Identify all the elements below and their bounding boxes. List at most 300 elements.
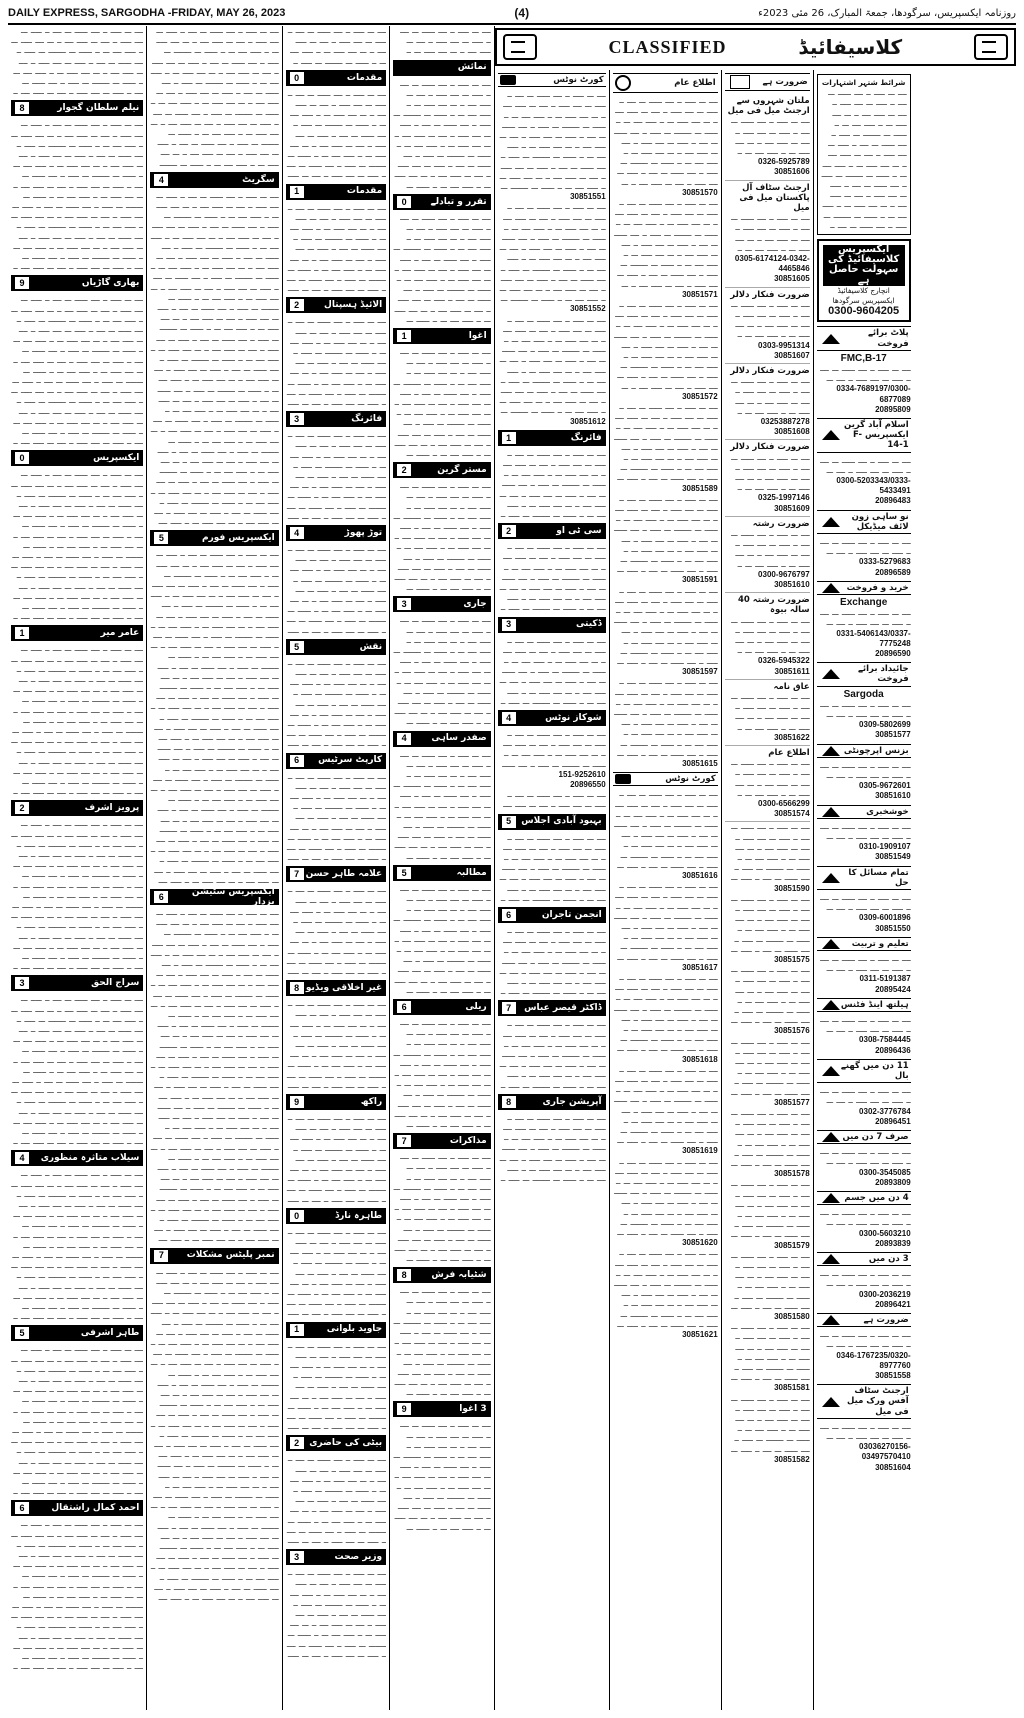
classified-columns	[495, 70, 1016, 1710]
body-text: ــــ ـــ ـــــ ــ ــــ ــــــ ـــ ــــ ــ ـــــ ـــ ــــ ـــــ ــ ــــ ـــ ـــــ ــــ ــ ـــ ــــ ـــــ ـــ ــ ـــــ ــــ ـــ ــ ــــــ ـــ ــــــــ ـــ ـــــ ــ ــــ ــــــ ـــ ــــ ــ ـــــ ـــ ــــ ـــــ ــ ــــ ـــ ـــــ ــــ ــ ـــ ــــ ـــــ ـــ ــ ـــــ ــــ ـــ ــ ــــــ ـــ ــــــــ ـــ ـــــ ــ ــــ ــــــ ـــ ــــ ــ ـــــ ـــ ــــ ـــــ ــ ــــ ـــ ـــــ ــــ ــ ـــ ــــ ـــــ ـــ ــ ـــــ ــــ ـــ ــ ــــــ ـــ ــــــــ ـــ ـــــ ــ ــــ ــــــ ـــ ــــ ــ ـــــ ـــ ــــ ـــــ ــ ــــ ـــ ـــــ ــــ ــ ـــ ــــ ـــــ ـــ ــ ـــــ ــــ ـــ ــ ــــــ ـــ ــــــــ ـــ ـــــ ــ ــــ ــــــ ـــ ــــ ــ ـــــ ـــ ــــ ـــــ ــ ــــ ـــ ـــــ ــــ ــ ـــ ــــ ـــــ ـــ ــ ـــــ ــــ ـــ ــ ــــــ ـــ ــــــــ ـــ ـــــ ــ ــــ ــــــ ـــ ــــ ــ ـــــ ـــ ــــ ـــــ ــ ــــ ـــ ـــــ ــــ ــ	[11, 994, 144, 1147]
ad-phone: 0333-5279683	[859, 557, 911, 567]
body-text: ــــ ـــ ـــــ ــ ــــ ــــــ ـــ ــــ ــ ـــــ ـــ ــــ ـــــ ــ ــــ ـــ ـــــ ــــ ــ ـــ ــــ ـــــ ـــ ــ ـــــ ــــ ـــ ــ ــــــ ـــ ــــــــ ـــ ـــــ ــ ــــ ــــــ ـــ ــــ ــ ـــــ ـــ ــــ ـــــ ــ ــــ ـــ ـــــ ــــ ــ ـــ ــــ ـــــ ـــ ــ ـــــ ــــ ـــ ــ ــــــ ـــ ــــــــ ـــ ـــــ ــ ــــ ــــــ ـــ ــــ ــ ـــــ ـــ ــــ ـــــ ــ ــــ ـــ ـــــ	[286, 543, 387, 635]
ad-phone: 0309-6001896	[859, 913, 911, 923]
headline-text: سی ٹی او	[556, 526, 602, 537]
story-headline	[150, 172, 278, 188]
body-text: ــــ ـــ ـــــ ــ ــــ ــــــ ـــ ــــ ــ ـــــ ـــ ــــ ـــــ ــ ــــ ـــ ـــــ ــــ ــ ـــ ــــ ـــــ ـــ ــ ـــــ ــــ ـــ ــ ــــــ ـــ ــــــــ ـــ ـــــ ــ ــــ ــــــ ـــ ــــ ــ ـــــ ـــ ــــ ـــــ ــ ــــ ـــ ـــــ ــــ ــ ـــ ــــ ـــــ ـــ ــ ـــــ ــــ ـــ ــ ــــــ ـــ ــــــــ ـــ ـــــ ــ ــــ ــــــ ـــ ــــ ــ ـــــ ـــ	[614, 585, 718, 667]
body-text: ــــ ـــ ـــــ ــ ــــ ــــــ ـــ ــــ ــ ـــــ ـــ ــــ ـــــ ــ ــــ ـــ ـــــ ــــ ــ ـــ ــــ ـــــ ـــ ــ ـــــ ــــ ـــ ــ	[731, 692, 810, 732]
headline-number: 7	[502, 1002, 516, 1014]
story-headline	[286, 639, 386, 655]
headline-number: 6	[15, 1502, 29, 1514]
story-headline	[498, 617, 606, 633]
house-icon	[822, 517, 840, 527]
ad-title: ارجنٹ سٹاف آل پاکستان میل فی میل	[739, 182, 810, 214]
body-text: ــــ ـــ ـــــ ــ ــــ ــــــ ـــ ــــ ــ ـــــ ـــ ــــ ـــــ ــ ــــ ـــ ـــــ ــــ ــ ـــ ــــ ـــــ ـــ ــ	[400, 26, 491, 56]
ad-reference-number: 30851552	[570, 304, 606, 314]
headline-number: 9	[15, 277, 29, 289]
ad-reference-number: 30851549	[875, 852, 911, 862]
body-text: ــــ ـــ ـــــ ــ ــــ ــــــ ـــ ــــ ــ ـــــ ـــ ــــ ـــــ ــ ــــ ـــ	[820, 1147, 911, 1167]
body-text: ــــ ـــ ـــــ ــ ــــ ــــــ ـــ ــــ ــ ـــــ ـــ ــــ ـــــ ــ ــــ ـــ ـــــ ــــ ــ ـــ ــــ ـــــ ـــ ــ ـــــ ــــ ـــ ــ ــــــ ـــ ــــــــ ـــ ـــــ ــ ــــ ــــــ ـــ ــــ ــ ـــــ ـــ ــــ ـــــ ــ ــــ ـــ ـــــ ــــ ــ ـــ ــــ ـــــ ـــ ــ ـــــ ــــ ـــ ــ ــــــ ـــ ــــــــ ـــ ـــــ ــ ــــ ــــــ ـــ ــــ ــ ـــــ ـــ ــــ ـــــ ــ ــــ ـــ ـــــ	[286, 1112, 387, 1204]
notice-phone: 151-9252610	[558, 769, 606, 779]
headline-number: 7	[154, 1250, 168, 1262]
headline-text: شٹیابہ فرش	[431, 1270, 487, 1281]
section-title: ضرورت ہے	[863, 1315, 909, 1326]
story-headline	[393, 1133, 491, 1149]
section-heading	[817, 662, 911, 686]
house-icon	[822, 669, 840, 679]
headline-number: 8	[397, 1269, 411, 1281]
headline-text: طاہرہ نارڈ	[335, 1210, 383, 1221]
section-heading	[817, 805, 911, 819]
story-headline	[393, 999, 491, 1015]
headline-number: 3	[397, 598, 411, 610]
headline-text: کارپٹ سرٹیس	[318, 755, 383, 766]
body-text: ــــ ـــ ـــــ ــ ــــ ــــــ ـــ ــــ ــ ـــــ ـــ ــــ ـــــ ــ ــــ ـــ	[820, 1086, 911, 1106]
house-icon	[822, 334, 840, 344]
section-heading	[817, 326, 911, 350]
notice-reference: 20896550	[570, 779, 606, 789]
ad-reference-number: 30851580	[774, 1312, 810, 1321]
story-headline	[11, 1500, 143, 1516]
headline-text: نیلم سلطان گجوار	[57, 103, 140, 114]
classified-ad	[725, 680, 810, 746]
body-text: ــــ ـــ ـــــ ــ ــــ ــــــ ـــ ــــ ــ ـــــ ـــ ــــ ـــــ ــ ــــ ـــ ـــــ ــــ ــ ـــ ــــ ـــــ ـــ ــ ـــــ ــــ ـــ ــ ــــــ ـــ ــــــــ ـــ ـــــ ــ ــــ ــــــ ـــ ــــ ــ ـــــ ـــ ــــ ـــــ ــ ــــ ـــ ـــــ ــــ ــ ـــ ــــ ـــــ ـــ ــ ـــــ ــــ ـــ ــ ــــــ ـــ ــــــــ ـــ ـــــ ــ ــــ ــــــ ـــ ــــ ــ ـــــ ـــ	[614, 972, 718, 1054]
ad-title: ضرورت فنکار دلالر	[730, 366, 810, 377]
body-text: ــــ ـــ ـــــ ــ ــــ ــــــ ـــ ــــ ــ ـــــ ـــ ــــ ـــــ ــ ــــ ـــ ـــــ ــــ ــ ـــ ــــ ـــــ ـــ ــ ـــــ ــــ ـــ ــ ــــــ ـــ ــــــــ ـــ ـــــ ــ ــــ ــــــ ـــ ــــ ــ ـــــ ـــ ــــ ـــــ ــ ــــ ـــ ـــــ ــــ ــ ـــ ــــ ـــــ ـــ ــ ـــــ ــــ ـــ ــ ــــــ ـــ ــــــــ ـــ ـــــ ــ ــــ ــــــ ـــ ــــ ــ ـــــ ـــ ــــ ـــــ ــ ــــ ـــ ـــــ ــــ ــ ـــ ــــ ـــــ ـــ ــ ـــــ ــــ ـــ ــ ــــــ ـــ ــــــــ ـــ ـــــ ــ ــــ ــــــ ـــ ــــ ــ ـــــ ـــ ــــ ـــــ ــ ــــ ـــ ـــــ ــــ ــ ـــ ــــ ـــــ ـــ ــ ـــــ ــــ ـــ ــ ــــــ ـــ ــــــــ ـــ ـــــ ــ ــــ ــــــ ـــ ــــ ــ ـــــ ـــ ــــ ـــــ ــ ــــ ـــ ـــــ ــــ ــ ـــ ــــ ـــــ ـــ ــ ـــــ ــــ ـــ ــ ــــــ ـــ ــــــــ ـــ ـــــ ــ ــــ ــــــ ـــ ــــ ــ ـــــ ـــ ــــ ـــــ ــ ــــ ـــ ـــــ ــــ ــ	[11, 294, 144, 447]
story-headline	[11, 975, 143, 991]
public-notice-title: اطلاع عام	[674, 77, 716, 88]
body-text: ــــ ـــ ـــــ ــ ــــ ــــــ ـــ ــــ ــ ـــــ ـــ ــــ ـــــ ــ ــــ ـــ	[820, 760, 911, 781]
section-title: اسلام آباد گرین ایکسپریس F-14-1	[844, 420, 909, 451]
office-phone: 0300-9604205	[828, 305, 900, 318]
body-text: ــــ ـــ ـــــ ــ ــــ ــــــ ـــ ــــ ــ ـــــ ـــ ــــ ـــــ ــ ــــ ـــ ـــــ ــــ ــ ـــ ــــ ـــــ ـــ ــ ـــــ ــــ ـــ ــ ــــــ ـــ ــــــــ ـــ ـــــ ــ ــــ ــــــ ـــ ــــ ــ ـــــ ـــ ــــ ـــــ ــ ــــ ـــ ـــــ ــــ ــ ـــ ــــ ـــــ ـــ ــ ـــــ ــــ ـــ ــ ــــــ ـــ ــــــــ ـــ ـــــ ــ ــــ ــــــ ـــ ــــ ــ ـــــ ـــ ــــ ـــــ ــ ــــ ـــ ـــــ ــــ ــ ـــ ــــ ـــــ ـــ ــ ـــــ ــــ ـــ ــ ــــــ ـــ ــــــــ ـــ ـــــ ــ ــــ ــــــ ـــ ــــ ــ ـــــ ـــ ــــ ـــــ ــ ــــ ـــ ـــــ ــــ ــ ـــ ــــ ـــــ ـــ ــ ـــــ ــــ ـــ ــ ــــــ ـــ ــــــــ ـــ ـــــ ــ ــــ ــــــ ـــ ــــ ــ ـــــ ـــ ــــ ـــــ ــ ــــ ـــ ـــــ ــــ ــ ـــ ــــ ـــــ ـــ ــ ـــــ ــــ ـــ ــ ــــــ ـــ ــــــــ ـــ ـــــ ــ ــــ ــــــ ـــ ــــ ــ ـــــ ـــ ــــ ـــــ ــ ــــ ـــ ـــــ ــــ ــ	[11, 469, 144, 622]
headline-number: 0	[15, 452, 29, 464]
house-icon	[822, 1193, 840, 1203]
section-heading	[817, 581, 911, 595]
office-line-1: ایکسپریس کلاسیفائیڈ کی سہولت حاصل ہے	[823, 245, 905, 286]
ad-title: ضرورت فنکار دلالر	[730, 442, 810, 453]
ad-reference-number: 20896451	[875, 1116, 911, 1126]
body-text: ــــ ـــ ـــــ ــ ــــ ــــــ ـــ ــــ ــ ـــــ ـــ ــــ ـــــ ــ ــــ ـــ ـــــ ــــ ــ ـــ ــــ ـــــ ـــ ــ ـــــ ــــ ـــ ــ ــــــ ـــ ــــــــ ـــ ـــــ ــ ــــ ــــــ ـــ ــــ ــ ـــــ ـــ ــــ ـــــ ــ ــــ ـــ ـــــ ــــ ــ ـــ ــــ ـــــ ـــ ــ ـــــ ــــ ـــ ــ ــــــ ـــ ــــــــ ـــ ـــــ ــ ــــ ــــــ ـــ ــــ ــ ـــــ ـــ ــــ ـــــ ــ ــــ ـــ ـــــ ــــ ــ ـــ ــــ ـــــ ـــ ــ ـــــ ــــ ـــ ــ ــــــ ـــ ــــــــ ـــ ـــــ ــ ــــ ــــــ ـــ ــــ ــ ـــــ ـــ ــــ ـــــ ــ ــــ ـــ ـــــ ــــ ــ ـــ ــــ ـــــ ـــ ــ ـــــ ــــ ـــ ــ ــــــ ـــ ــــــــ ـــ ـــــ ــ ــــ ــــــ ـــ ــــ ــ ـــــ ـــ ــــ ـــــ ــ ــــ ـــ ـــــ ــــ ــ ـــ ــــ ـــــ ـــ ــ ـــــ ــــ ـــ ــ ــــــ ـــ ــــــــ ـــ ـــــ ــ ــــ ــــــ ـــ ــــ ــ ـــــ ـــ ــــ ـــــ ــ ــــ ـــ ـــــ ــــ ــ ـــ ــــ ـــــ ـــ ــ ـــــ ــــ ـــ ــ ــــــ ـــ ــــــــ ـــ ـــــ ــ ــــ ــــــ ـــ ــــ ــ ـــــ ـــ ــــ ـــــ ــ ــــ ـــ ـــــ ــــ ــ ـــ ــــ ـــــ ـــ ــ ـــــ ــــ ـــ ــ ــــــ ـــ ــــــــ ـــ ـــــ ــ ــــ ــــــ ـــ ــــ ــ ـــــ ـــ ــــ ـــــ ــ ــــ ـــ ـــــ ــــ ــ ـــ ــــ ـــــ ـــ ــ ـــــ ــــ ـــ ــ ــــــ ـــ ــــــــ ـــ ـــــ ــ ــــ ــــــ ـــ ــــ ــ ـــــ ـــ ــــ ـــــ ــ ــــ ـــ ـــــ ــــ ــ ـــ ــــ ـــــ ـــ ــ ـــــ ــــ ـــ ــ ــــــ ـــ ــــــــ ـــ ـــــ ــ ــــ ــــــ ـــ ــــ ــ ـــــ ـــ ــــ ـــــ ــ ــــ ـــ ـــــ ــــ ــ ـــ ــــ ـــــ ـــ ــ ـــــ ــــ ـــ ــ ــــــ ـــ ــــــــ ـــ ـــــ ــ ــــ ــــــ ـــ ــــ ــ ـــــ ـــ ــــ ـــــ ــ ــــ ـــ ـــــ ــــ ــ ـــ ــــ ـــــ ـــ ــ ـــــ ــــ ـــ ــ ــــــ ـــ ــــــــ ـــ ـــــ ــ ــــ ــــــ ـــ ــــ ــ ـــــ ـــ ــــ ـــــ ــ ــــ ـــ ـــــ ــــ ــ ـــ ــــ ـــــ ـــ ــ ـــــ ــــ	[150, 549, 279, 885]
house-icon	[822, 430, 840, 440]
ad-phone: 0300-3545085	[859, 1167, 911, 1177]
newspaper-icon	[503, 34, 537, 60]
ad-reference-number: 30851578	[774, 1169, 810, 1179]
story-headline	[11, 800, 143, 816]
body-text: ــــ ـــ ـــــ ــ ــــ ــــــ ـــ ــــ ــ ـــــ ـــ ــــ ـــــ ــ ــــ ـــ ـــــ ــــ ــ ـــ ــــ ـــــ ـــ ــ ـــــ ــــ ـــ ــ ــــــ ـــ ــــــــ ـــ ـــــ ــ ــــ ــــــ ـــ ــــ ــ ـــــ ـــ ــــ ـــــ ــ ــــ ـــ ـــــ ــــ ــ ـــ ــــ ـــــ ـــ ــ ـــــ ــــ ـــ ــ ــــــ ـــ ــــــــ ـــ ـــــ ــ ــــ ــــــ ـــ ــــ ــ ـــــ ـــ ــــ ـــــ ــ ــــ ـــ ـــــ	[286, 88, 387, 180]
classified-column-h	[814, 70, 914, 1710]
ad-phone: 0346-1767235/0320-8977760	[836, 1350, 911, 1370]
headline-number: 1	[290, 186, 304, 198]
classified-ad	[725, 94, 810, 181]
story-headline	[11, 625, 143, 641]
story-headline	[498, 710, 606, 726]
columns-container	[8, 26, 1016, 1710]
classified-title-ur: کلاسیفائیڈ	[798, 35, 903, 59]
section-title: 4 دن میں جسم	[844, 1193, 909, 1204]
headline-text: طاہر اشرفی	[80, 1328, 140, 1339]
section-title: نو ساہی زون لائف میڈیکل	[851, 511, 909, 532]
headline-text: بہبود آبادی اجلاس	[521, 816, 602, 827]
body-text: ــــ ـــ ـــــ ــ ــــ ــــــ ـــ ــــ ــ ـــــ ـــ ــــ ـــــ ــ ــــ ـــ ـــــ ــــ ــ ـــ ــــ ـــــ ـــ ــ ـــــ ــــ ـــ ــ ــــــ ـــ ــــــــ ـــ ـــــ ــ ــــ ــــــ ـــ ــــ ــ ـــــ ـــ ــــ ـــــ ــ ــــ ـــ ـــــ ــــ ــ ـــ ــــ ـــــ ـــ ــ ـــــ ــــ ـــ ــ ــــــ ـــ ــــــــ ـــ ـــــ ــ	[499, 448, 606, 520]
house-icon	[822, 746, 840, 756]
body-text: ــــ ـــ ـــــ ــ ــــ ــــــ ـــ ــــ ــ ـــــ ـــ ــــ ـــــ ــ ــــ ـــ ـــــ ــــ ــ ـــ ــــ ـــــ ـــ ــ ـــــ ــــ ـــ ــ ــــــ ـــ ــــــــ ـــ ـــــ ــ ــــ ــــــ ـــ ــــ ــ ـــــ ـــ ــــ ـــــ ــ ــــ ـــ ـــــ ــــ ــ ـــ ــــ ـــــ ـــ ــ ـــــ ــــ ـــ ــ ــــــ ـــ ــــــــ ـــ ـــــ ــ ــــ ــــــ ـــ ــــ ــ ـــــ ـــ ــــ ـــــ ــ ــــ ـــ ـــــ ــــ ــ ـــ ــــ ـــــ ـــ ــ ـــــ ــــ ـــ ــ ــــــ ـــ	[393, 615, 491, 727]
section-heading	[817, 1384, 911, 1419]
ad-headline: Sargoda	[843, 688, 884, 700]
headline-text: فائرنگ	[570, 432, 602, 443]
ad-reference-number: 30851579	[774, 1240, 810, 1250]
story-headline	[150, 1248, 278, 1264]
story-headline	[498, 1000, 606, 1016]
headline-number: 0	[290, 1210, 304, 1222]
body-text: ــــ ـــ ـــــ ــ ــــ ــــــ ـــ ــــ ــ ـــــ ـــ ــــ ـــــ ــ ــــ ـــ ـــــ ــــ ــ ـــ ــــ ـــــ ـــ ــ ـــــ ــــ ـــ ــ ــــــ ـــ ــــــــ ـــ ـــــ ــ ــــ ــــــ ـــ ــــ ــ ـــــ ـــ ــــ ـــــ ــ ــــ ـــ ـــــ ــــ ــ ـــ ــــ ـــــ ـــ ــ ـــــ ــــ ـــ ــ ــــــ ـــ ــــــــ ـــ ـــــ ــ ــــ ــــــ ـــ ــــ ــ ـــــ ـــ ــــ ـــــ ــ ــــ ـــ ـــــ ــــ ــ ـــ	[614, 198, 718, 289]
ad-reference-number: 30851611	[774, 666, 810, 676]
body-text: ــــ ـــ ـــــ ــ ــــ ــــــ ـــ ــــ ــ ـــــ ـــ ــــ ـــــ ــ ــــ ـــ ـــــ ــــ ــ ـــ ــــ ـــــ ـــ ــ ـــــ ــــ ـــ ــ ــــــ ـــ ــــــــ ـــ ـــــ ــ ــــ ــــــ ـــ ــــ ــ ـــــ ـــ ــــ ـــــ ــ ــــ ـــ ـــــ ــــ ــ ـــ ــــ ـــــ ـــ ــ ـــــ ــــ ـــ ــ ــــــ ـــ ــــــــ ـــ ـــــ ــ ــــ ــــــ ـــ ــــ ــ ـــــ ـــ ــــ ـــــ ــ ــــ ـــ ـــــ ــــ ــ ـــ ــــ ـــــ ـــ ــ ـــــ ــــ ـــ ــ ــــــ ـــ ــــــــ ـــ ـــــ ــ ــــ ــــــ ـــ ــــ ــ ـــــ ـــ ــــ ـــــ ــ ــــ ـــ ـــــ ــــ ــ ـــ ــــ ـــــ ـــ ــ ـــــ ــــ ـــ ــ ــــــ ـــ ــــــــ ـــ ـــــ ــ ــــ ــــــ ـــ ــــ ــ ـــــ ـــ ــــ ـــــ ــ ــــ ـــ ـــــ ــــ ــ ـــ ــــ ـــــ ـــ ــ ـــــ ــــ ـــ ــ ــــــ ـــ ــــــــ ـــ ـــــ ــ ــــ ــــــ ـــ ــــ ــ ـــــ ـــ ــــ ـــــ ــ ــــ ـــ ـــــ ــــ ــ	[11, 819, 144, 972]
body-text: ــــ ـــ ـــــ ــ ــــ ــــــ ـــ ــــ ــ ـــــ ـــ ــــ ـــــ ــ ــــ ـــ ـــــ ــــ ــ ـــ ــــ ـــــ ـــ ــ ـــــ ــــ ـــ ــ ــــــ ـــ ــــــــ ـــ ـــــ ــ ــــ ــــــ ـــ ــــ ــ ـــــ ـــ ــــ ـــــ ــ ــــ ـــ ـــــ ــــ ــ ـــ ــــ ـــــ ـــ ــ ـــــ ــــ ـــ ــ ــــــ ـــ ــــــــ ـــ ـــــ ــ ــــ ــــــ ـــ ــــ ــ ـــــ ـــ ــــ ـــــ ــ ــــ ـــ ـــــ ــــ ــ ـــ ــــ ـــــ ـــ ــ ـــــ ــــ ـــ ــ ــــــ ـــ ــــــــ ـــ ـــــ ــ ــــ ــــــ ـــ ــــ ــ ـــــ ـــ ــــ ـــــ ــ ــــ ـــ ـــــ ــــ ــ ـــ ــــ ـــــ ـــ ــ ـــــ ــــ ـــ ــ ــــــ ـــ ــــــــ ـــ ـــــ ــ ــــ ــــــ ـــ ــــ ــ ـــــ ـــ ــــ ـــــ ــ ــــ ـــ ـــــ ــــ ــ ـــ ــــ ـــــ ـــ ــ ـــــ ــــ ـــ ــ ــــــ ـــ ــــــــ ـــ ـــــ ــ ــــ ــــــ ـــ ــــ ــ ـــــ ـــ ــــ ـــــ ــ ــــ ـــ ـــــ ــــ ــ	[11, 1344, 144, 1497]
masthead-left: DAILY EXPRESS, SARGODHA -FRIDAY, MAY 26, 2023	[8, 7, 286, 19]
page-number: (4)	[514, 6, 530, 20]
ad-reference-number: 30851619	[682, 1146, 718, 1156]
ad-reference-number: 20893809	[875, 1177, 911, 1187]
briefcase-icon	[730, 75, 750, 89]
ad-reference-number: 30851615	[682, 758, 718, 768]
ad-reference-number: 20896483	[875, 496, 911, 506]
classified-ad	[725, 593, 810, 680]
ad-title: ضرورت رشتہ 40 سالہ بیوہ	[737, 595, 810, 616]
ad-reference-number: 30851612	[570, 416, 606, 426]
headline-text: شوکاز نوٹس	[545, 712, 602, 723]
story-headline	[498, 523, 606, 539]
ad-reference-number: 20895424	[875, 984, 911, 994]
court-notice-heading	[613, 772, 718, 786]
megaphone-icon	[615, 75, 631, 91]
headline-number: 8	[15, 102, 29, 114]
body-text: ــــ ـــ ـــــ ــ ــــ ــــــ ـــ ــــ ــ ـــــ ـــ ــــ ـــــ ــ ــــ ـــ	[820, 537, 911, 557]
headline-text: مطالبہ	[456, 867, 487, 878]
ad-phone: 0334-7689197/0300-6877089	[836, 384, 911, 404]
headline-text: مذاکرات	[449, 1135, 487, 1146]
headline-number: 8	[502, 1096, 516, 1108]
ad-reference-number: 30851575	[774, 955, 810, 965]
body-text: ــــ ـــ ـــــ ــ ــــ ــــــ ـــ ــــ ــ ـــــ ـــ ــــ ـــــ ــ ــــ ـــ ـــــ ــــ ــ ـــ ــــ ـــــ ـــ ــ ـــــ ــــ ـــ ــ ــــــ ـــ ــــــــ ـــ ـــــ ــ ــــ ــــــ ـــ ــــ ــ ـــــ ـــ ــــ ـــــ ــ ــــ ـــ ـــــ ــــ ــ ـــ ــــ ـــــ ـــ ــ ـــــ ــــ ـــ ــ ــــــ ـــ ــــــــ ـــ ـــــ ــ ــــ ــــــ ـــ ــــ ــ ـــــ ـــ ــــ ـــــ ــ ــــ ـــ ـــــ ــــ ــ ـــ ــــ ـــــ ـــ ــ ـــــ ــــ ـــ ــ ــــــ ـــ ــــــــ ـــ	[499, 202, 606, 304]
section-title: تمام مسائل کا حل	[848, 867, 909, 888]
body-text: ــــ ـــ ـــــ ــ ــــ ــــــ ـــ ــــ ــ ـــــ ـــ ــــ ـــــ ــ ــــ ـــ ـــــ ــــ ــ ـــ ــــ ـــــ ـــ ــ ـــــ ــــ ـــ ــ ــــــ ـــ ــــــــ ـــ ـــــ ــ ــــ ــــــ ـــ ــــ ــ ـــــ ـــ ــــ ـــــ ــ ــــ ـــ ـــــ ــــ ــ ـــ ــــ ـــــ ـــ ــ ـــــ ــــ ـــ ــ ــــــ ـــ ــــــــ ـــ ـــــ ــ ــــ ــــــ ـــ ــــ ــ ـــــ ـــ ــــ ـــــ ــ ــــ ـــ ـــــ ــــ ــ ـــ ــــ ـــــ ـــ ــ ـــــ ــــ ـــ ــ ــــــ ـــ	[393, 346, 491, 458]
body-text: ــــ ـــ ـــــ ــ ــــ ــــــ ـــ ــــ ــ ـــــ ـــ ــــ ـــــ ــ ــــ ـــ ـــــ ــــ ــ ـــ ــــ ـــــ ـــ ــ ـــــ ــــ ـــ ــ	[731, 116, 810, 157]
classified-column-f	[610, 70, 722, 1710]
story-headline	[286, 1208, 386, 1224]
headline-number: 6	[397, 1001, 411, 1013]
story-headline	[286, 1094, 386, 1110]
body-text: ــــ ـــ ـــــ ــ ــــ ــــــ ـــ ــــ ــ ـــــ ـــ ــــ ـــــ ــ ــــ ـــ	[820, 608, 911, 628]
ad-title: اطلاع عام	[768, 748, 810, 759]
masthead-right: روزنامہ ایکسپریس، سرگودھا، جمعۃ المبارک، 26 مئی 2023ء	[758, 7, 1016, 19]
body-text: ــــ ـــ ـــــ ــ ــــ ــــــ ـــ ــــ ــ ـــــ ـــ ــــ ـــــ ــ ــــ ـــ ـــــ ــــ ــ ـــ ــــ ـــــ ـــ ــ ـــــ ــــ ـــ ــ ــــــ ـــ ــــــــ ـــ ـــــ ــ ــــ ــــــ ـــ ــــ ــ ـــــ ـــ ــــ ـــــ ــ ــــ ـــ ـــــ ــــ ــ ـــ ــــ ـــــ ـــ ــ ـــــ ــــ ـــ ــ ــــــ ـــ ــــــــ ـــ ـــــ ــ ــــ ــــــ ـــ ــــ ــ ـــــ ـــ	[614, 677, 718, 758]
section-heading	[817, 1313, 911, 1327]
ad-phone: 0311-5191387	[859, 974, 911, 984]
headline-number: 4	[15, 1152, 29, 1164]
body-text: ــــ ـــ ـــــ ــ ــــ ــــــ ـــ ــــ ــ ـــــ ـــ ــــ ـــــ ــ ــــ ـــ ـــــ ــــ ــ ـــ ــــ ـــــ ـــ ــ ـــــ ــــ ـــ ــ ــــــ ـــ ــــــــ ـــ ـــــ ــ ــــ ــــــ ـــ ــــ ــ ـــــ ـــ ــــ ـــــ ــ ــــ ـــ ـــــ ــــ ــ ـــ ــــ ـــــ ـــ ــ ـــــ ــــ ـــ ــ ــــــ ـــ ــــــــ ـــ ـــــ ــ	[499, 1112, 606, 1183]
house-icon	[822, 1132, 840, 1142]
body-text: ــــ ـــ ـــــ ــ ــــ ــــــ ـــ ــــ ــ ـــــ ـــ ــــ ـــــ ــ ــــ ـــ ـــــ ــــ ــ ـــ ــــ ـــــ ـــ ــ ـــــ ــــ ـــ ــ ــــــ ـــ ــــــــ ـــ ـــــ ــ ــــ ــــــ ـــ ــــ ــ ـــــ ـــ ــــ ـــــ ــ ــــ ـــ ـــــ ــــ ــ ـــ ــــ ـــــ ـــ ــ ـــــ ــــ ـــ ــ ــــــ ـــ ــــــــ ـــ ـــــ ــ ــــ ــــــ ـــ ــــ ــ ـــــ ـــ ــــ ـــــ ــ ــــ ـــ ـــــ	[286, 1226, 387, 1318]
body-text: ــــ ـــ ـــــ ــ ــــ ــــــ ـــ ــــ ــ ـــــ ـــ ــــ ـــــ ــ ــــ ـــ ـــــ ــــ ــ ـــ ــــ ـــــ ـــ ــ ـــــ ــــ ـــ ــ ــــــ ـــ ــــــــ ـــ ـــــ ــ ــــ ــــــ ـــ ــــ ــ ـــــ ـــ ــــ ـــــ ــ ــــ ـــ ـــــ ــــ ــ ـــ ــــ ـــــ ـــ ــ ـــــ ــــ ـــ ــ ــــــ ـــ ــــــــ ـــ ـــــ ــ	[499, 635, 606, 706]
classified-area	[495, 26, 1016, 1710]
ad-reference-number: 30851558	[875, 1371, 911, 1381]
body-text: ــــ ـــ ـــــ ــ ــــ ــــــ ـــ ــــ ــ ـــــ ـــ ــــ ـــــ ــ ــــ ـــ ـــــ ــــ ــ ـــ ــــ ـــــ ـــ ــ ـــــ ــــ ـــ ــ ــــــ ـــ ــــــــ ـــ ـــــ ــ ــــ ــــــ ـــ ــــ ــ ـــــ ـــ ــــ ـــــ ــ ــــ ـــ ـــــ ــــ ــ ـــ ــــ ـــــ ـــ ــ ـــــ ــــ ـــ ــ ــــــ ـــ ــــــــ ـــ ـــــ ــ ــــ ــــــ ـــ ــــ ــ ـــــ ـــ ــــ ـــــ ــ ــــ ـــ ـــــ ــــ ــ ـــ ــــ ـــــ ـــ ــ ـــــ ــــ ـــ ــ ــــــ ـــ	[393, 1017, 491, 1129]
house-icon	[822, 807, 840, 817]
ad-title: عاق نامہ	[773, 681, 810, 692]
body-text: ــــ ـــ ـــــ ــ ــــ ــــــ ـــ ــــ ــ ـــــ ـــ ــــ ـــــ ــ ــــ ـــ ـــــ ــــ ــ ـــ ــــ ـــــ ـــ ــ ـــــ ــــ ـــ ــ	[731, 758, 810, 798]
headline-text: نمبر پلیٹس مشکلات	[186, 1250, 275, 1261]
classified-column-e	[495, 70, 610, 1710]
ad-reference-number: 30851604	[875, 1462, 911, 1472]
headline-number: 3	[15, 977, 29, 989]
headline-number: 3	[290, 413, 304, 425]
headline-text: پرویز اشرف	[84, 803, 140, 814]
public-notice-heading	[613, 73, 718, 93]
body-text: ــــ ـــ ـــــ ــ ــــ ــــــ ـــ ــــ ــ ـــــ ـــ ــــ ـــــ ــ ــــ ـــ ـــــ ــــ ــ ـــ ــــ ـــــ ـــ ــ ـــــ ــــ ـــ ــ ــــــ ـــ ــــــــ ـــ ـــــ ــ ــــ ــــــ ـــ ــــ ــ ـــــ ـــ	[731, 965, 810, 1026]
headline-number: 7	[290, 868, 304, 880]
ad-reference-number: 20896421	[875, 1299, 911, 1309]
ad-rates-box	[817, 74, 911, 235]
story-headline	[286, 980, 386, 996]
body-text: ــــ ـــ ـــــ ــ ــــ ــــــ ـــ ــــ ــ ـــــ ـــ ــــ ـــــ ــ ــــ ـــ ـــــ ــــ ــ ـــ ــــ ـــــ ـــ ــ ـــــ ــــ ـــ ــ ــــــ ـــ ــــــــ ـــ ـــــ ــ ــــ ــــــ ـــ ــــ ــ ـــــ ـــ ــــ ـــــ ــ ــــ ـــ ـــــ ــــ ــ ـــ ــــ ـــــ ـــ ــ ـــــ ــــ ـــ ــ ــــــ ـــ ــــــــ ـــ ـــــ ــ ــــ ــــــ ـــ ــــ ــ ـــــ ـــ ــــ ـــــ ــ ــــ ـــ ـــــ ــــ ــ ـــ ــــ ـــــ ـــ ــ ـــــ ــــ ـــ ــ ــــــ ـــ ــــــــ ـــ ـــــ ــ ــــ ــــــ ـــ ــــ ــ ـــــ ـــ ــــ ـــــ ــ ــــ ـــ ـــــ ــــ ــ ـــ ــــ ـــــ ـــ ــ ـــــ ــــ ـــ ــ ــــــ ـــ ــــــــ ـــ ـــــ ــ ــــ ــــــ ـــ ــــ ــ ـــــ ـــ ــــ ـــــ ــ ــــ ـــ ـــــ ــــ ــ ـــ ــــ ـــــ ـــ ــ ـــــ ــــ ـــ ــ ــــــ ـــ ــــــــ ـــ ـــــ ــ ــــ ــــــ ـــ ــــ ــ ـــــ ـــ ــــ ـــــ ــ ــــ ـــ ـــــ ــــ ــ ـــ ــــ ـــــ ـــ ــ ـــــ ــــ ـــ ــ ــــــ ـــ ــــــــ ـــ ـــــ ــ ــــ ــــــ ـــ ــــ ــ ـــــ ـــ ــــ ـــــ ــ ــــ ـــ ـــــ ــــ ــ ـــ ــــ ـــــ ـــ ــ ـــــ ــــ ـــ ــ ــــــ ـــ ــــــــ ـــ ـــــ ــ ــــ ــــــ ـــ ــــ ــ ـــــ ـــ ــــ ـــــ ــ ــــ ـــ ـــــ ــــ ــ ـــ ــــ ـــــ ـــ ــ ـــــ ــــ ـــ ــ ــــــ ـــ ــــــــ ـــ ـــــ ــ ــــ ــــــ ـــ ــــ ــ ـــــ ـــ ــــ ـــــ ــ ــــ ـــ ـــــ ــــ ــ ـــ ــــ ـــــ ـــ ــ ـــــ ــــ ـــ ــ ــــــ ـــ ــــــــ ـــ ـــــ ــ ــــ ــــــ ـــ ــــ ــ ـــــ ـــ ــــ ـــــ ــ ــــ ـــ ـــــ ــــ ــ ـــ ــــ ـــــ ـــ ــ ـــــ ــــ ـــ ــ ــــــ ـــ ــــــــ ـــ ـــــ ــ ــــ ــــــ ـــ ــــ ــ ـــــ ـــ ــــ ـــــ ــ ــــ ـــ ـــــ ــــ ــ ـــ ــــ ـــــ ـــ ــ ـــــ ــــ ـــ ــ ــــــ ـــ ــــــــ ـــ ـــــ ــ ــــ ــــــ ـــ ــــ ــ ـــــ ـــ ــــ ـــــ ــ ــــ ـــ ـــــ ــــ ــ ـــ ــــ ـــــ ـــ ــ ـــــ ــــ	[150, 1266, 279, 1603]
body-text: ــــ ـــ ـــــ ــ ــــ ــــــ ـــ ــــ ــ ـــــ ـــ ــــ ـــــ ــ ــــ ـــ ـــــ ــــ ــ ـــ ــــ ـــــ ـــ ــ ـــــ ــــ ـــ ــ ــــــ ـــ ــــــــ ـــ ـــــ ــ ــــ ــــــ ـــ ــــ ــ ـــــ ـــ ــــ ـــــ ــ ــــ ـــ ـــــ ــــ ــ ـــ ــــ ـــــ ـــ ــ ـــــ ــــ ـــ ــ ــــــ ـــ ــــــــ ـــ ـــــ ــ ــــ ــــــ ـــ ــــ ــ ـــــ ـــ ــــ ـــــ ــ ــــ ـــ ـــــ ــــ ــ ـــ ــــ ـــــ ـــ ــ ـــــ ــــ ـــ ــ ــــــ ـــ	[393, 1152, 491, 1264]
ad-reference-number: 30851582	[774, 1454, 810, 1464]
story-headline	[393, 1401, 491, 1417]
body-text: ــــ ـــ ـــــ ــ ــــ ــــــ ـــ ــــ ــ ـــــ ـــ ــــ ـــــ ــ ــــ ـــ	[820, 1208, 911, 1228]
story-headline	[498, 814, 606, 830]
house-icon	[822, 873, 840, 883]
headline-number: 4	[502, 712, 516, 724]
gavel-icon	[500, 75, 516, 85]
story-headline	[286, 525, 386, 541]
headline-text: 3 اغوا	[459, 1404, 487, 1415]
headline-text: الائیڈ ہسپتال	[324, 300, 383, 311]
headline-number: 5	[397, 867, 411, 879]
headline-text: وزیر صحت	[334, 1552, 383, 1563]
ad-phone: 0300-5203343/0333-5433491	[836, 476, 911, 496]
headline-text: ڈکیتی	[575, 619, 602, 630]
body-text: ــــ ـــ ـــــ ــ ــــ ــــــ ـــ ــــ ــ ـــــ ـــ ــــ ـــــ ــ ــــ ـــ	[820, 1015, 911, 1035]
headline-text: جاری	[463, 599, 487, 610]
headline-text: آپریشن جاری	[542, 1096, 602, 1107]
ad-phone: 03253887278	[760, 417, 810, 427]
section-heading	[817, 744, 911, 758]
section-title: 3 دن میں	[868, 1254, 909, 1265]
ad-reference-number: 30851607	[774, 350, 810, 360]
section-title: جائیداد برائے فروخت	[857, 664, 909, 685]
headline-number: 0	[290, 72, 304, 84]
body-text: ــــ ـــ ـــــ ــ ــــ ــــــ ـــ ــــ ــ ـــــ ـــ ــــ ـــــ ــ ــــ ـــ ـــــ ــــ ــ ـــ ــــ ـــــ ـــ ــ ـــــ ــــ ـــ ــ ــــــ ـــ ــــــــ ـــ ـــــ ــ ــــ ــــــ ـــ ــــ ــ ـــــ ـــ ــــ ـــــ ــ ــــ ـــ ـــــ ــــ ــ ـــ ــــ ـــــ ـــ ــ ـــــ ــــ ـــ ــ ــــــ ـــ ــــــــ ـــ ـــــ ــ ــــ ــــــ ـــ ــــ ــ ـــــ ـــ ــــ ـــــ ــ ــــ ـــ ـــــ	[286, 202, 387, 294]
story-headline	[393, 596, 491, 612]
headline-text: مقدمات	[346, 72, 383, 83]
headline-number: 5	[154, 532, 168, 544]
headline-text: ڈاکٹر قیصر عباس	[524, 1003, 602, 1014]
body-text: ــــ ـــ ـــــ ــ ــــ ــــــ ـــ ــــ ــ ـــــ ـــ ــــ ـــــ ــ ــــ ـــ ـــــ ــــ ــ ـــ ــــ ـــــ ـــ ــ ـــــ ــــ ـــ ــ ــــــ ـــ ــــــــ ـــ ـــــ ــ ــــ ــــــ ـــ ــــ ــ ـــــ ـــ ــــ ـــــ ــ ــــ ـــ ـــــ ــــ ــ ـــ ــــ ـــــ ـــ ــ ـــــ ــــ ـــ ــ ــــــ ـــ ــــــــ ـــ ـــــ ــ ــــ ــــــ ـــ ــــ ــ ـــــ ـــ ــــ ـــــ ــ ــــ ـــ ـــــ	[286, 1340, 387, 1432]
body-text: ــــ ـــ ـــــ ــ ــــ ــــــ ـــ ــــ ــ ـــــ ـــ ــــ ـــــ ــ ــــ ـــ ـــــ ــــ ــ ـــ ــــ ـــــ ـــ ــ ـــــ ــــ ـــ ــ ــــــ ـــ ــــــــ ـــ ـــــ ــ ــــ ــــــ ـــ ــــ ــ ـــــ ـــ ــــ ـــــ ــ ــــ ـــ ـــــ ــــ ــ ـــ ــــ ـــــ ـــ ــ ـــــ ــــ ـــ ــ ــــــ ـــ ــــــــ ـــ ـــــ ــ ــــ ــــــ ـــ ــــ ــ ـــــ ـــ ــــ ـــــ ــ ــــ ـــ ـــــ ــــ ــ ـــ ــــ ـــــ ـــ ــ ـــــ ــــ ـــ ــ ــــــ ـــ	[393, 1286, 491, 1398]
body-text: ــــ ـــ ـــــ ــ ــــ ــــــ ـــ ــــ ــ ـــــ ـــ ــــ ـــــ ــ ــــ ـــ ـــــ ــــ ــ ـــ ــــ ـــــ ـــ ــ ـــــ ــــ ـــ ــ ــــــ ـــ ــــــــ ـــ ـــــ ــ ــــ ــــــ ـــ ــــ ــ ـــــ ـــ ــــ ـــــ ــ ــــ ـــ ـــــ ــــ ــ ـــ ــــ ـــــ ـــ ــ ـــــ ــــ ـــ ــ ــــــ ـــ ــــــــ ـــ ـــــ ــ ــــ ــــــ ـــ ــــ ــ ـــــ ـــ ــــ ـــــ ــ ــــ ـــ ـــــ	[286, 999, 387, 1090]
ad-title: ضرورت رشتہ	[752, 518, 810, 529]
headline-number: 3	[290, 1551, 304, 1563]
ad-phone: 0326-5945322	[758, 656, 810, 666]
ad-phone: 0325-1997146	[758, 493, 810, 503]
headline-text: مستر گرین	[437, 465, 487, 476]
body-text: ــــ ـــ ـــــ ــ ــــ ــــــ ـــ ــــ ــ ـــــ ـــ ــــ ـــــ ــ ــــ ـــ	[820, 1269, 911, 1289]
body-text: ــــ ـــ ـــــ ــ ــــ ــــــ ـــ ــــ ــ ـــــ ـــ ــــ ـــــ ــ ــــ ـــ ـــــ ــــ ــ ـــ ــــ ـــــ ـــ ــ ـــــ ــــ ـــ ــ ــــــ ـــ ــــــــ ـــ ـــــ ــ ــــ ــــــ ـــ ــــ ــ ـــــ ـــ ــــ ـــــ ــ ــــ ـــ ـــــ ــــ ــ ـــ ــــ ـــــ ـــ ــ ـــــ ــــ ـــ ــ ــــــ ـــ ــــــــ ـــ ـــــ ــ ــــ ــــــ ـــ ــــ ــ ـــــ ـــ ــــ ـــــ ــ ــــ ـــ ـــــ ــــ ــ ـــ ــــ ـــــ ـــ ــ ـــــ ــــ ـــ ــ ــــــ ـــ ــــــــ ـــ ـــــ ــ ــــ ــــــ ـــ ــــ ــ ـــــ ـــ ــــ ـــــ ــ ــــ ـــ ـــــ ــــ ــ ـــ ــــ ـــــ ـــ ــ ـــــ ــــ ـــ ــ ــــــ ـــ ــــــــ ـــ ـــــ ــ ــــ ــــــ ـــ ــــ ــ ـــــ ـــ ــــ ـــــ ــ ــــ ـــ ـــــ ــــ ــ ـــ ــــ ـــــ ـــ ــ ـــــ ــــ ـــ ــ ــــــ ـــ ــــــــ ـــ ـــــ ــ ــــ ــــــ ـــ ــــ ــ ـــــ ـــ ــــ ـــــ ــ ــــ ـــ ـــــ ــــ ــ	[11, 119, 144, 272]
ad-reference-number: 30851597	[682, 667, 718, 677]
body-text: ــــ ـــ ـــــ ــ ــــ ــــــ ـــ ــــ ــ ـــــ ـــ ــــ ـــــ ــ ــــ ـــ	[820, 364, 911, 384]
story-headline	[286, 1549, 386, 1565]
ad-reference-number: 30851610	[875, 791, 911, 801]
house-icon	[822, 1397, 840, 1407]
section-heading	[817, 866, 911, 890]
body-text: ــــ ـــ ـــــ ــ ــــ ــــــ ـــ ــــ ــ ـــــ ـــ ــــ ـــــ ــ ــــ ـــ ـــــ ــــ ــ ـــ ــــ ـــــ ـــ ــ ـــــ ــــ ـــ ــ ــــــ ـــ ــــــــ ـــ ـــــ ــ ــــ ــــــ ـــ ــــ ــ ـــــ ـــ ــــ ـــــ ــ ــــ ـــ ـــــ ــــ ــ ـــ ــــ ـــــ ـــ ــ ـــــ ــــ ـــ ــ ــــــ ـــ ــــــــ ـــ ـــــ ــ ــــ ــــــ ـــ ــــ ــ ـــــ ـــ ــــ ـــــ ــ ــــ ـــ ـــــ ــــ ــ ـــ ــــ ـــــ ـــ ــ ـــــ ــــ ـــ ــ ــــــ ـــ ــــــــ ـــ	[499, 314, 606, 416]
story-headline	[498, 907, 606, 923]
ad-phone: 0310-1909107	[859, 842, 911, 852]
body-text: ــــ ـــ ـــــ ــ ــــ ــــــ ـــ ــــ ــ ـــــ ـــ ــــ ـــــ ــ ــــ ـــ ـــــ ــــ ــ ـــ ــــ ـــــ ـــ ــ ـــــ ــــ ـــ ــ ــــــ ـــ ــــــــ ـــ ـــــ ــ ــــ ــــــ ـــ ــــ ــ ـــــ ـــ ــــ ـــــ ــ ــــ ـــ ـــــ ــــ ــ ـــ ــــ ـــــ ـــ ــ ـــــ ــــ ـــ ــ ــــــ ـــ ــــــــ ـــ ـــــ ــ	[499, 542, 606, 613]
ad-phone: 03036270156-03497570410	[859, 1442, 911, 1462]
court-notice-heading	[498, 73, 606, 87]
headline-text: صفدر ساہی	[431, 733, 487, 744]
ad-reference-number: 30851589	[682, 483, 718, 493]
body-text: ــــ ـــ ـــــ ــ ــــ ــــــ ـــ ــــ ــ ـــــ ـــ ــــ ـــــ ــ ــــ ـــ ـــــ ــــ ــ ـــ ــــ ـــــ ـــ ــ ـــــ ــــ ـــ ــ ــــــ ـــ ــــــــ ـــ ـــــ ــ ــــ ــــــ ـــ ــــ ــ ـــــ ـــ ــــ ـــــ ــ ــــ ـــ ـــــ ــــ ــ ـــ ــــ ـــــ ـــ ــ ـــــ ــــ ـــ ــ ــــــ ـــ ــــــــ ـــ ـــــ ــ ــــ ــــــ ـــ ــــ ــ ـــــ ـــ ــــ ـــــ ــ ــــ ـــ ـــــ ــــ ــ ـــ ــــ ـــــ ـــ ــ ـــــ ــــ ـــ ــ ــــــ ـــ ــــــــ ـــ ـــــ ــ ــــ ــــــ ـــ ــــ ــ ـــــ ـــ ــــ ـــــ ــ ــــ ـــ ـــــ ــــ ــ ـــ ــــ ـــــ ـــ ــ ـــــ ــــ ـــ ــ ــــــ ـــ ــــــــ ـــ ـــــ ــ ــــ ــــــ ـــ ــــ ــ ـــــ ـــ ــــ ـــــ ــ ــــ ـــ ـــــ ــــ ــ ـــ ــــ ـــــ ـــ ــ ـــــ ــــ ـــ ــ ــــــ ـــ ــــــــ ـــ ـــــ ــ ــــ ــــــ ـــ ــــ ــ ـــــ ـــ ــــ ـــــ ــ ــــ ـــ ـــــ ــــ ــ	[11, 1519, 144, 1672]
story-headline	[11, 1325, 143, 1341]
headline-text: ایکسپریس سٹیشن بزدار	[191, 886, 275, 907]
headline-number: 9	[290, 1096, 304, 1108]
gavel-icon	[615, 774, 631, 784]
story-headline	[11, 275, 143, 291]
story-headline	[286, 866, 386, 882]
body-text: ــــ ـــ ـــــ ــ ــــ ــــــ ـــ ــــ ــ ـــــ ـــ ــــ ـــــ ــ ــــ ـــ ـــــ ــــ ــ ـــ ــــ ـــــ ـــ ــ ـــــ ــــ ـــ ــ ــــــ ـــ ــــــــ ـــ ـــــ ــ ــــ ــــــ ـــ ــــ ــ ـــــ ـــ ــــ ـــــ ــ ــــ ـــ ـــــ ــــ ــ ـــ ــــ ـــــ ـــ ــ ـــــ ــــ ـــ ــ ــــــ ـــ ــــــــ ـــ ـــــ ــ ــــ ــــــ ـــ ــــ ــ ـــــ ـــ ــــ ـــــ ــ ــــ ـــ ـــــ ــــ ــ ـــ ــــ ـــــ ـــ ــ ـــــ ــــ ـــ ــ ــــــ ـــ	[393, 883, 491, 995]
classified-title-en: CLASSIFIED	[608, 36, 727, 57]
ad-phone: 0309-5802699	[859, 720, 911, 730]
body-text: ــــ ـــ ـــــ ــ ــــ ــــــ ـــ ــــ ــ ـــــ ـــ ــــ ـــــ ــ ــــ ـــ ـــــ ــــ ــ ـــ ــــ ـــــ ـــ ــ ـــــ ــــ ـــ ــ ــــــ ـــ ــــــــ ـــ ـــــ ــ ــــ ــــــ ـــ ــــ ــ ـــــ ـــ ــــ ـــــ ــ ــــ ـــ ـــــ ــــ ــ ـــ ــــ ـــــ ـــ ــ ـــــ ــــ ـــ ــ ــــــ ـــ ــــــــ ـــ ـــــ ــ	[499, 1019, 606, 1090]
body-text: ــــ ـــ ـــــ ــ ــــ ــــــ ـــ ــــ ــ ـــــ ـــ ــــ ـــــ ــ ــــ ـــ ـــــ ــــ ــ ـــ ــــ ـــــ ـــ ــ ـــــ ــــ ـــ ــ	[731, 452, 810, 493]
body-text: ــــ ـــ ـــــ ــ ــــ ــــــ ـــ ــــ ــ ـــــ ـــ ــــ ـــــ ــ ــــ ـــ ـــــ ــــ ــ ـــ ــــ ـــــ ـــ ــ ـــــ ــــ ـــ ــ	[731, 213, 810, 253]
section-heading	[817, 998, 911, 1012]
headline-number: 1	[15, 627, 29, 639]
megaphone-icon	[974, 34, 1008, 60]
section-title: پلاٹ برائے فروخت	[867, 328, 909, 349]
headline-number: 9	[397, 1403, 411, 1415]
story-headline	[286, 70, 386, 86]
body-text: ــــ ـــ ـــــ ــ ــــ ــــــ ـــ ــــ ــ ـــــ ـــ ــــ ـــــ ــ ــــ ـــ ـــــ ــــ ــ ـــ ــــ ـــــ ـــ ــ ـــــ ــــ ـــ ــ ــــــ ـــ ــــــــ ـــ ـــــ ــ ــــ ــــــ ـــ ــــ ــ ـــــ ـــ ــــ ـــــ ــ ــــ ـــ ـــــ ــــ ــ ـــ ــــ ـــــ ـــ ــ ـــــ ــــ ـــ ــ ــــــ ـــ ــــــــ ـــ ـــــ ــ ــــ ــــــ ـــ ــــ ــ ـــــ ـــ ــــ ـــــ ــ ــــ ـــ ـــــ	[286, 316, 387, 408]
ad-reference-number: 30851606	[774, 167, 810, 177]
body-text: ــــ ـــ ـــــ ــ ــــ ــــــ ـــ ــــ ــ ـــــ ـــ ــــ ـــــ ــ ــــ ـــ ـــــ ــــ ــ ـــ ــــ ـــــ ـــ ــ ـــــ ــــ ـــ ــ ــــــ ـــ ــــــــ ـــ ـــــ ــ ــــ ــــــ ـــ ــــ ــ ـــــ ـــ	[731, 1393, 810, 1454]
ad-phone: 0300-9676797	[758, 569, 810, 579]
ad-reference-number: 30851617	[682, 962, 718, 972]
ad-phone: 0302-3776784	[859, 1106, 911, 1116]
headline-number: 2	[502, 525, 516, 537]
body-text: ــــ ـــ ـــــ ــ ــــ ــــــ ـــ ــــ ــ ـــــ ـــ ــــ ـــــ ــ ــــ ـــ ـــــ ــــ ــ ـــ ــــ ـــــ ـــ ــ ـــــ ــــ ـــ ــ ــــــ ـــ ــــــــ ـــ ـــــ ــ ــــ ــــــ ـــ ــــ ــ ـــــ ـــ ــــ ـــــ ــ ــــ ـــ ـــــ ــــ ــ ـــ ــــ ـــــ ـــ ــ ـــــ ــــ ـــ ــ ــــــ ـــ ــــــــ ـــ ـــــ ــ ــــ ــــــ ـــ ــــ ــ ـــــ ـــ ــــ ـــــ ــ ــــ ـــ ـــــ	[286, 1454, 387, 1545]
headline-number: 0	[397, 196, 411, 208]
headline-text: جاوید بلوانی	[326, 1324, 383, 1335]
house-icon	[822, 1000, 840, 1010]
section-title: ارجنٹ سٹاف آفس ورک میل فی میل	[847, 1386, 909, 1417]
headline-text: سگریٹ	[242, 174, 275, 185]
headline-text: توڑ پھوڑ	[344, 527, 383, 538]
ad-phone: 0308-7584445	[859, 1035, 911, 1045]
headline-text: نقش	[359, 641, 383, 652]
ad-reference-number: 30851577	[875, 730, 911, 740]
body-text: ــــ ـــ ـــــ ــ ــــ ــــــ ـــ ــــ ــ ـــــ ـــ ــــ ـــــ ــ ــــ ـــ	[820, 1330, 911, 1350]
classified-ad	[725, 288, 810, 364]
section-title: تعلیم و تربیت	[851, 938, 909, 949]
story-headline	[393, 1267, 491, 1283]
classified-office-box	[817, 239, 911, 322]
body-text: ــــ ـــ ـــــ ــ ــــ ــــــ ـــ ــــ ــ ـــــ ـــ ــــ ـــــ ــ ــــ ـــ	[820, 954, 911, 974]
body-text: ــــ ـــ ـــــ ــ ــــ ــــــ ـــ ــــ ــ ـــــ ـــ ــــ ـــــ ــ ــــ ـــ ـــــ ــــ ــ ـــ ــــ ـــــ ـــ ــ ـــــ ــــ ـــ ــ ــــــ ـــ ــــــــ ـــ ـــــ ــ ــــ ــــــ ـــ ــــ ــ ـــــ ـــ	[731, 822, 810, 883]
ad-rates-title: شرائط شتہر اشتہارات	[821, 78, 906, 87]
ad-phone: 0305-9672601	[859, 781, 911, 791]
section-heading	[817, 1130, 911, 1144]
section-heading	[817, 418, 911, 453]
masthead	[8, 6, 1016, 25]
headline-text: انجمن تاجران	[541, 909, 602, 920]
body-text: ــــ ـــ ـــــ ــ ــــ ــــــ ـــ ــــ ــ ـــــ ـــ ــــ ـــــ ــ ــــ ـــ ـــــ ــــ ــ ـــ ــــ ـــــ ـــ ــ ـــــ ــــ ـــ ــ ــــــ ـــ ــــــــ ـــ ـــــ ــ ــــ ــــــ ـــ ــــ ــ ـــــ ـــ ــــ ـــــ ــ ــــ ـــ ـــــ ــــ ــ ـــ ــــ ـــــ ـــ ــ ـــــ ــــ ـــ ــ ــــــ ـــ ــــــــ ـــ ـــــ ــ ــــ ــــــ ـــ ــــ ــ ـــــ ـــ ــــ ـــــ ــ ــــ ـــ ـــــ ــــ ــ ـــ	[614, 96, 718, 187]
headline-number: 1	[290, 1324, 304, 1336]
story-headline	[286, 1435, 386, 1451]
story-headline	[393, 328, 491, 344]
headline-number: 4	[290, 527, 304, 539]
ad-reference-number: 30851622	[774, 732, 810, 742]
section-heading	[817, 1191, 911, 1205]
section-heading	[817, 1252, 911, 1266]
body-text: ــــ ـــ ـــــ ــ ــــ ــــــ ـــ ــــ ــ ـــــ ـــ ــــ ـــــ ــ ــــ ـــ ـــــ ــــ ــ ـــ ــــ ـــــ ـــ ــ ـــــ ــــ ـــ ــ ــــــ ـــ ــــــــ ـــ ـــــ ــ ــــ ــــــ ـــ ــــ ــ ـــــ ـــ ــــ ـــــ ــ ــــ ـــ ـــــ ــــ ــ ـــ ــــ ـــــ ـــ ــ ـــــ ــــ ـــ ــ ــــــ ـــ ــــــــ ـــ ـــــ ــ ــــ ــــــ ـــ ــــ ــ ـــــ ـــ ــــ ـــــ ــ ــــ ـــ ـــــ ــــ ــ ـــ ــــ ـــــ ـــ ــ ـــــ ــــ ـــ ــ ــــــ ـــ ــــــــ ـــ ـــــ ــ ــــ ــــــ ـــ ــــ ــ ـــــ ـــ ــــ ـــــ ــ ــــ ـــ ـــــ ــــ ــ ـــ ــــ ـــــ ـــ ــ ـــــ ــــ ـــ ــ ــــــ ـــ ــــــــ ـــ ـــــ ــ ــــ ــــــ ـــ ــــ ــ ـــــ ـــ ــــ ـــــ ــ ــــ ـــ ـــــ ــــ ــ ـــ ــــ ـــــ ـــ ــ ـــــ ــــ ـــ ــ ــــــ ـــ ــــــــ ـــ ـــــ ــ ــــ ــــــ ـــ ــــ ــ ـــــ ـــ ــــ ـــــ ــ ــــ ـــ ـــــ ــــ ــ ـــ ــــ ـــــ ـــ ــ ـــــ ــــ ـــ ــ ــــــ ـــ ــــــــ ـــ ـــــ ــ ــــ ــــــ ـــ ــــ ــ ـــــ ـــ ــــ ـــــ ــ ــــ ـــ ـــــ ــــ ــ ـــ ــــ ـــــ ـــ ــ ـــــ ــــ ـــ ــ ــــــ ـــ ــــــــ ـــ ـــــ ــ ــــ ــــــ ـــ ــــ ــ ـــــ ـــ ــــ ـــــ ــ ــــ ـــ ـــــ ــــ ــ ـــ ــــ ـــــ ـــ ــ ـــــ ــــ ـــ ــ ــــــ ـــ ــــــــ ـــ ـــــ ــ ــــ ــــــ ـــ ــــ ــ ـــــ ـــ ــــ ـــــ ــ ــــ ـــ ـــــ ــــ ــ ـــ ــــ ـــــ ـــ ــ ـــــ ــــ ـــ ــ ــــــ ـــ ــــــــ ـــ ـــــ ــ ــــ ــــــ ـــ ــــ ــ ـــــ ـــ ــــ ـــــ ــ ــــ ـــ ـــــ ــــ ــ ـــ ــــ ـــــ ـــ ــ ـــــ ــــ ـــ ــ ــــــ ـــ ــــــــ ـــ ـــــ ــ ــــ ــــــ ـــ ــــ ــ ـــــ ـــ ــــ ـــــ ــ ــــ ـــ ـــــ ــــ ــ ـــ ــــ ـــــ ـــ ــ ـــــ ــــ ـــ ــ ــــــ ـــ ــــــــ ـــ ـــــ ــ ــــ ــــــ ـــ ــــ ــ ـــــ ـــ ــــ ـــــ ــ ــــ ـــ ـــــ ــــ ــ ـــ ــــ ـــــ ـــ ــ ـــــ ــــ	[150, 907, 279, 1244]
ad-reference-number: 30851609	[774, 503, 810, 513]
ad-reference-number: 30851608	[774, 427, 810, 437]
body-text: ــــ ـــ ـــــ ــ ــــ ــــــ ـــ ــــ ــ ـــــ ـــ ــــ ـــــ ــ ــــ ـــ ـــــ ــــ ــ ـــ ــــ ـــــ ـــ ــ ـــــ ــــ ـــ ــ ــــــ ـــ ــــــــ ـــ ـــــ ــ ــــ ــــــ ـــ ــــ ــ ـــــ ـــ ــــ ـــــ ــ ــــ ـــ ـــــ ــــ ــ ـــ ــــ ـــــ ـــ ــ ـــــ ــــ ـــ ــ ــــــ ـــ ــــــــ ـــ ـــــ ــ ــــ ــــــ ـــ ــــ ــ ـــــ ـــ	[614, 1064, 718, 1146]
story-headline	[11, 1150, 143, 1166]
news-column-b	[147, 26, 282, 1710]
story-headline	[286, 1322, 386, 1338]
headline-number: 3	[502, 619, 516, 631]
story-headline	[286, 297, 386, 313]
ad-phone: 0326-5925789	[758, 157, 810, 167]
headline-text: اغوا	[468, 330, 487, 341]
headline-number: 6	[154, 891, 168, 903]
body-text: ــــ ـــ ـــــ ــ ــــ ــــــ ـــ ــــ ــ ـــــ ـــ ــــ ـــــ ــ ــــ ـــ ـــــ ــــ ــ ـــ ــــ ـــــ ـــ ــ ـــــ ــــ ـــ ــ ــــــ ـــ ــــــــ ـــ ـــــ ــ ــــ ــــــ ـــ ــــ ــ ـــــ ـــ ــــ ـــــ ــ ــــ ـــ ـــــ ــــ ــ ـــ ــــ ـــــ ـــ ــ ـــــ ــــ ـــ ــ ــــــ ـــ ــــــــ ـــ ـــــ ــ ــــ ــــــ ـــ ــــ ــ ـــــ ـــ ــــ ـــــ ــ ــــ ـــ ـــــ ــــ ــ ـــ ــــ ـــــ ـــ ــ ـــــ ــــ ـــ ــ ــــــ ـــ ــــــــ ـــ	[499, 90, 606, 192]
ad-reference-number: 30851572	[682, 391, 718, 401]
news-column-c	[283, 26, 390, 1710]
headline-number: 8	[290, 982, 304, 994]
ad-reference-number: 30851610	[774, 580, 810, 590]
headline-number: 7	[397, 1135, 411, 1147]
section-title: صرف 7 دن میں	[842, 1132, 909, 1143]
ad-reference-number: 30851591	[682, 575, 718, 585]
ad-title: ضرورت فنکار دلالر	[730, 289, 810, 300]
headline-number: 4	[154, 174, 168, 186]
house-icon	[822, 1254, 840, 1264]
ad-reference-number: 30851574	[774, 809, 810, 819]
news-column-d	[390, 26, 495, 1710]
ad-reference-number: 20896589	[875, 567, 911, 577]
ad-reference-number: 30851620	[682, 1238, 718, 1248]
ad-reference-number: 30851570	[682, 187, 718, 197]
body-text: ــــ ـــ ـــــ ــ ــــ ــــــ ـــ ــــ ــ ـــــ ـــ ــــ ـــــ ــ ــــ ـــ	[820, 699, 911, 720]
house-icon	[822, 939, 840, 949]
story-headline	[498, 1094, 606, 1110]
headline-text: عامر میر	[100, 628, 140, 639]
headline-text: راکھ	[360, 1096, 383, 1107]
section-title: 11 دن میں گھنے بال	[840, 1060, 909, 1082]
body-text: ــــ ـــ ـــــ ــ ــــ ــــــ ـــ ــــ ــ ـــــ ـــ ــــ ـــــ ــ ــــ ـــ ـــــ ــــ ــ ـــ ــــ ـــــ ـــ ــ ـــــ ــــ ـــ ــ ــــــ ـــ ــــــــ ـــ ـــــ ــ ــــ ــــــ ـــ ــــ ــ ـــــ ـــ ــــ ـــــ ــ ــــ ـــ ـــــ ــــ ــ ـــ ــــ ـــــ ـــ ــ ـــــ ــــ ـــ ــ ــــــ ـــ ــــــــ ـــ ـــــ ــ ــــ ــــــ ـــ ــــ ــ ـــــ ـــ ــــ ـــــ ــ ــــ ـــ ـــــ ــــ ــ ـــ ــــ ـــــ ـــ ــ ـــــ ــــ ـــ ــ ــــــ ـــ ــــــــ ـــ ـــــ ــ ــــ ــــــ ـــ ــــ ــ ـــــ ـــ ــــ ـــــ ــ ــــ ـــ ـــــ ــــ ــ ـــ ــــ ـــــ ـــ ــ ـــــ ــــ ـــ ــ ــــــ ـــ ــــــــ ـــ ـــــ ــ ــــ ــــــ ـــ ــــ ــ ـــــ ـــ ــــ ـــــ ــ ــــ ـــ ـــــ ــــ ــ ـــ ــــ ـــــ ـــ ــ ـــــ ــــ ـــ ــ ــــــ ـــ ــــــــ ـــ ـــــ ــ ــــ ــــــ ـــ ــــ ــ ـــــ ـــ ــــ ـــــ ــ ــــ ـــ ـــــ ــــ ــ	[11, 1169, 144, 1322]
headline-number: 5	[502, 816, 516, 828]
story-headline	[150, 886, 278, 907]
ad-title: ملتان شہروں سے ارجنٹ میل فی میل	[727, 96, 810, 117]
body-text: ــــ ـــ ـــــ ــ ــــ ــــــ ـــ ــــ ــ ـــــ ـــ ــــ ـــــ ــ ــــ ـــ ـــــ ــــ ــ ـــ ــــ ـــــ ـــ ــ ـــــ ــــ ـــ ــ ــــــ ـــ ــــــــ ـــ ـــــ ــ ــــ ــــــ	[502, 728, 606, 769]
classified-ad	[725, 746, 810, 822]
